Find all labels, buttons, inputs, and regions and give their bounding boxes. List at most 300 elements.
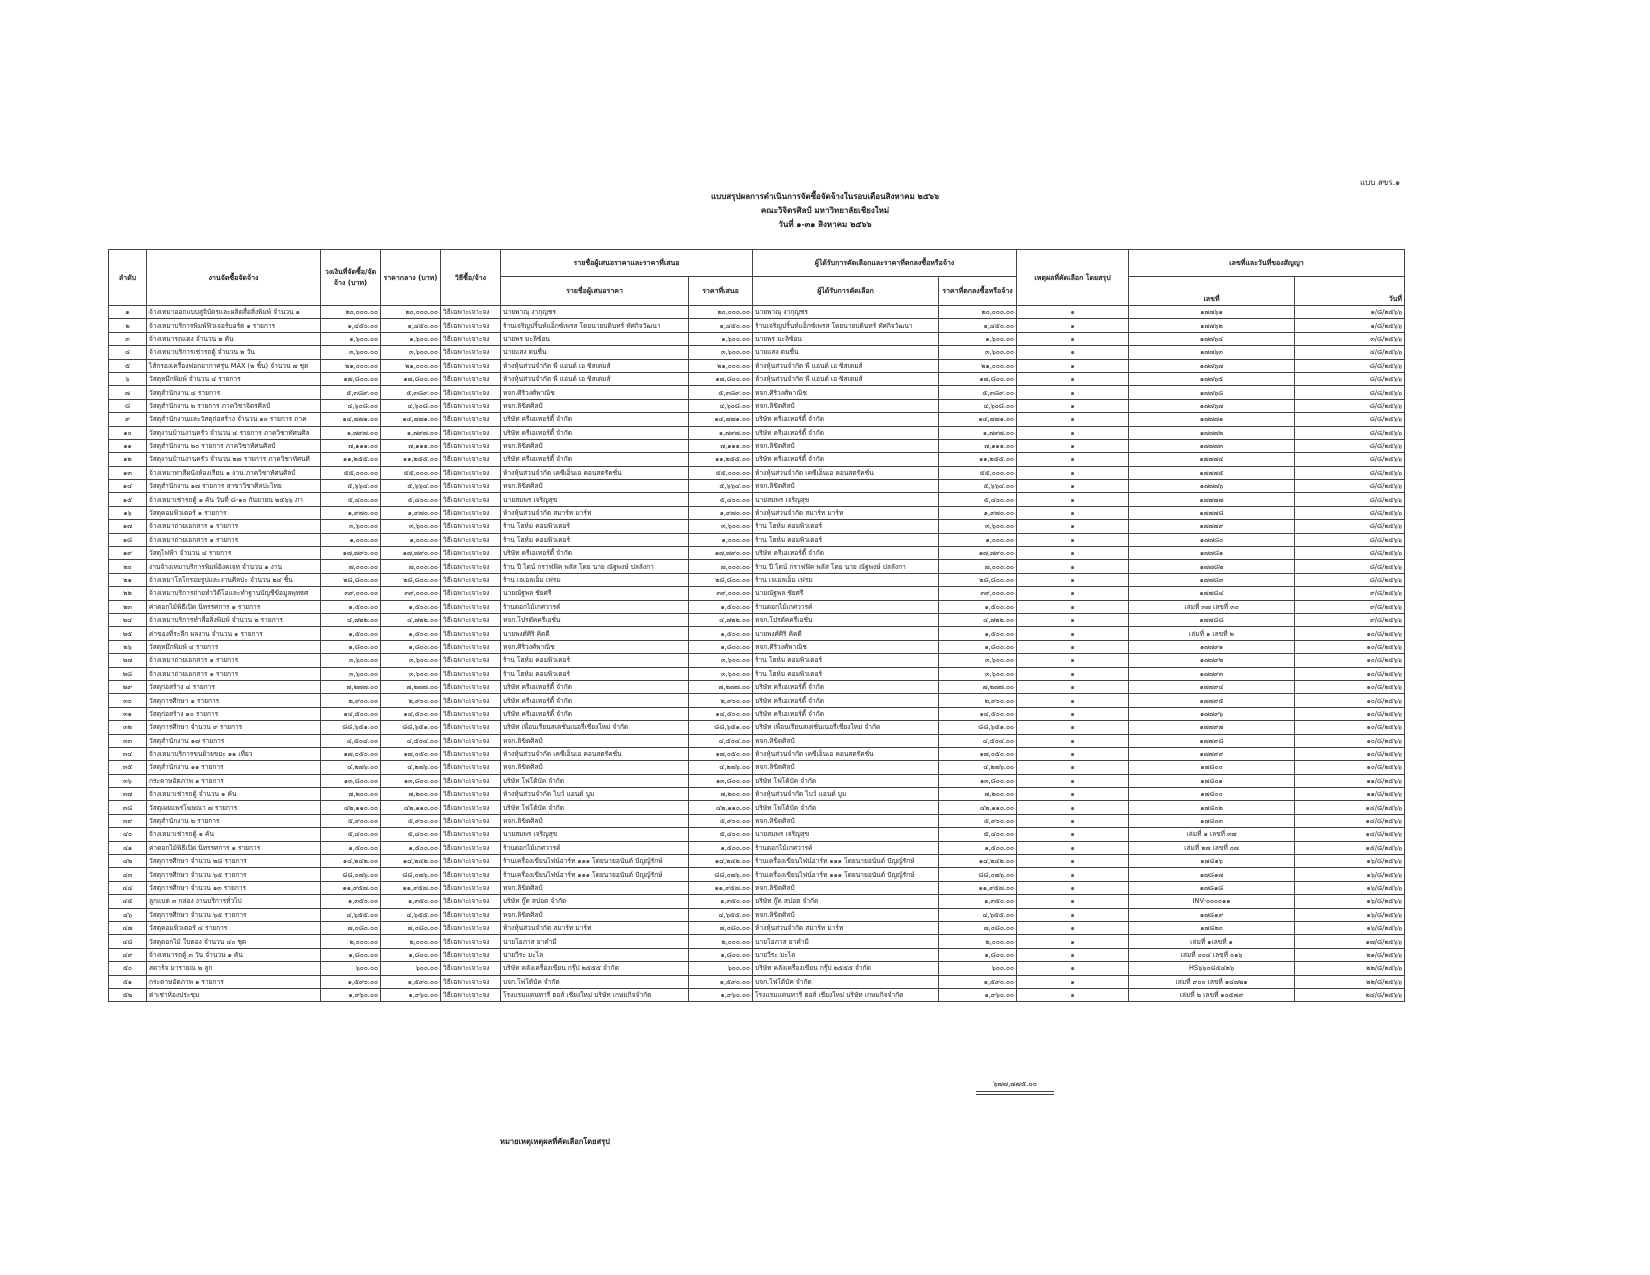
cell-median-price: ๑,๙๗๐.๐๐ [381, 506, 441, 519]
cell-reason: ๑ [1017, 707, 1129, 720]
cell-median-price: ๑๗,๗๙๐.๐๐ [381, 547, 441, 560]
cell-reason: ๑ [1017, 600, 1129, 613]
cell-median-price: ๔,๖๐๘.๐๐ [381, 399, 441, 412]
cell-budget: ๑๓,๘๐๐.๐๐ [321, 774, 381, 787]
cell-bidder-name: โรงแรมแคนทารี ฮอส์ เชียงใหม่ บริษัท เกษมกิจจำกัด [501, 988, 689, 1001]
cell-no: ๓๖ [109, 774, 147, 787]
cell-bid-price: ๒๘,๘๐๐.๐๐ [689, 573, 753, 586]
cell-median-price: ๕,๖๖๔.๐๐ [381, 480, 441, 493]
cell-bid-price: ๑๗,๐๕๐.๐๐ [689, 747, 753, 760]
cell-reason: ๑ [1017, 908, 1129, 921]
cell-agreed-price: ๑,๗๙๗.๐๐ [939, 426, 1017, 439]
cell-bidder-name: ร้าน โฮห์ม คอมพิวเตอร์ [501, 520, 689, 533]
cell-reason: ๑ [1017, 962, 1129, 975]
cell-median-price: ๘๘,๐๗๖.๐๐ [381, 868, 441, 881]
cell-contract-no: เล่มที่ ๒ เลขที่ ๑๐๕๗๙ [1129, 988, 1295, 1001]
cell-selected-name: หจก.ลิขิตศิลป์ [753, 399, 939, 412]
cell-bid-price: ๗,๒๐๐.๐๐ [689, 788, 753, 801]
cell-contract-no: ๑๗๗๗๙ [1129, 520, 1295, 533]
remark-label: หมายเหตุเหตุผลที่คัดเลือกโดยสรุป [500, 1137, 610, 1146]
cell-reason: ๑ [1017, 694, 1129, 707]
cell-contract-date: ๑๐/๘/๒๕๖๖ [1295, 747, 1405, 760]
cell-budget: ๑๗,๘๐๐.๐๐ [321, 372, 381, 385]
cell-no: ๔๘ [109, 935, 147, 948]
cell-median-price: ๒๑,๐๐๐.๐๐ [381, 359, 441, 372]
cell-contract-no: ๑๗๗๗๖ [1129, 480, 1295, 493]
cell-agreed-price: ๒,๐๐๐.๐๐ [939, 935, 1017, 948]
cell-method: วิธีเฉพาะเจาะจง [441, 573, 501, 586]
cell-bidder-name: นายสมพร เจริญสุข [501, 493, 689, 506]
cell-contract-no: ๑๗๗๖๘ [1129, 386, 1295, 399]
cell-method: วิธีเฉพาะเจาะจง [441, 721, 501, 734]
cell-budget: ๔,๖๕๕.๐๐ [321, 908, 381, 921]
cell-bid-price: ๒๐,๐๐๐.๐๐ [689, 306, 753, 319]
cell-agreed-price: ๗,๒๐๐.๐๐ [939, 788, 1017, 801]
cell-median-price: ๑,๕๙๐.๐๐ [381, 975, 441, 988]
cell-bidder-name: ห้างหุ้นส่วนจำกัด สมาร์ท มาร์ท [501, 921, 689, 934]
cell-budget: ๑,๐๐๐.๐๐ [321, 533, 381, 546]
header-contract-group: เลขที่และวันที่ของสัญญา [1129, 250, 1405, 277]
cell-budget: ๑๔,๕๐๐.๐๐ [321, 707, 381, 720]
cell-contract-date: ๑๐/๘/๒๕๖๖ [1295, 694, 1405, 707]
grand-total [976, 1079, 1054, 1095]
cell-selected-name: หจก.ลิขิตศิลป์ [753, 480, 939, 493]
cell-contract-date: ๘/๘/๒๕๖๖ [1295, 453, 1405, 466]
cell-method: วิธีเฉพาะเจาะจง [441, 480, 501, 493]
cell-agreed-price: ๓,๖๐๐.๐๐ [939, 346, 1017, 359]
cell-bid-price: ๔,๕๐๔.๐๐ [689, 734, 753, 747]
cell-contract-date: ๘/๘/๒๕๖๖ [1295, 520, 1405, 533]
cell-contract-date: ๑๖/๘/๒๕๖๖ [1295, 921, 1405, 934]
cell-budget: ๑,๓๕๐.๐๐ [321, 895, 381, 908]
cell-contract-no: ๑๗๗๙๙ [1129, 747, 1295, 760]
cell-agreed-price: ๕,๖๖๔.๐๐ [939, 480, 1017, 493]
cell-item: วัสดุงานบ้านงานครัว จำนวน ๔ รายการ ภาควิชาทัศนศิล [147, 426, 321, 439]
cell-selected-name: นายสมพร เจริญสุข [753, 828, 939, 841]
cell-no: ๑๕ [109, 493, 147, 506]
cell-median-price: ๑๔,๕๐๐.๐๐ [381, 707, 441, 720]
cell-selected-name: หจก.ลิขิตศิลป์ [753, 814, 939, 827]
cell-bidder-name: ร้านเครื่องเขียนไฟน์อาร์ท ๑๑๑ โดยนายอนันต์ ปัญญ์รักษ์ [501, 868, 689, 881]
cell-reason: ๑ [1017, 895, 1129, 908]
cell-bid-price: ๘๘,๐๗๖.๐๐ [689, 868, 753, 881]
cell-contract-date: ๙/๘/๒๕๖๖ [1295, 600, 1405, 613]
cell-bid-price: ๑,๘๐๐.๐๐ [689, 640, 753, 653]
cell-budget: ๕,๓๘๙.๐๐ [321, 386, 381, 399]
table-row [109, 868, 1405, 881]
cell-reason: ๑ [1017, 667, 1129, 680]
cell-contract-no: เล่มที่ ๑เลขที่ ๑ [1129, 935, 1295, 948]
cell-median-price: ๑,๕๐๐.๐๐ [381, 600, 441, 613]
cell-bid-price: ๑๔,๒๔๒.๐๐ [689, 855, 753, 868]
double-underline [976, 1092, 1054, 1095]
cell-method: วิธีเฉพาะเจาะจง [441, 962, 501, 975]
cell-contract-no: ๑๗๗๖๒ [1129, 319, 1295, 332]
cell-item: งานจ้างเหมาบริการพิมพ์อิงคเจท จำนวน ๑ งาน [147, 560, 321, 573]
cell-item: วัสดุดอกไม้ ใบตอง จำนวน ๔๐ ชุด [147, 935, 321, 948]
cell-agreed-price: ๘๘,๖๕๑.๐๐ [939, 721, 1017, 734]
cell-contract-date: ๘/๘/๒๕๖๖ [1295, 466, 1405, 479]
cell-median-price: ๔๒,๑๑๐.๐๐ [381, 801, 441, 814]
cell-item: จ้างเหมาบริการถ่ายทำวิดีโอและทำฐานบัญชีข้อมูลพุทธศ [147, 587, 321, 600]
cell-item: วัสดุก่อสร้าง ๔ รายการ [147, 680, 321, 693]
table-row [109, 814, 1405, 827]
cell-selected-name: ร้านดอกไม้เกศวารค์ [753, 841, 939, 854]
cell-median-price: ๒๐,๐๐๐.๐๐ [381, 306, 441, 319]
cell-agreed-price: ๗,๐๘๐.๐๐ [939, 921, 1017, 934]
cell-item: จ้างเหมาเช่ารถตู้ จำนวน ๑ คัน [147, 788, 321, 801]
cell-bidder-name: หจก.ลิขิตศิลป์ [501, 761, 689, 774]
cell-item: วัสดุการศึกษา จำนวน ๖๕ รายการ [147, 908, 321, 921]
cell-selected-name: นายพาณุ งากุญชร [753, 306, 939, 319]
table-row [109, 895, 1405, 908]
cell-item: ค่าเช่าห้องประชุม [147, 988, 321, 1001]
cell-reason: ๑ [1017, 413, 1129, 426]
table-row [109, 881, 1405, 894]
cell-budget: ๑,๙๗๐.๐๐ [321, 506, 381, 519]
cell-budget: ๒๑,๐๐๐.๐๐ [321, 359, 381, 372]
cell-contract-date: ๒๒/๘/๒๕๖๖ [1295, 962, 1405, 975]
cell-method: วิธีเฉพาะเจาะจง [441, 908, 501, 921]
table-row [109, 788, 1405, 801]
cell-median-price: ๑,๕๐๐.๐๐ [381, 627, 441, 640]
cell-budget: ๗,๒๐๐.๐๐ [321, 788, 381, 801]
cell-no: ๖ [109, 372, 147, 385]
cell-budget: ๑๗,๗๙๐.๐๐ [321, 547, 381, 560]
table-row [109, 359, 1405, 372]
cell-agreed-price: ๑,๕๐๐.๐๐ [939, 627, 1017, 640]
table-row [109, 761, 1405, 774]
cell-median-price: ๑,๖๐๐.๐๐ [381, 332, 441, 345]
cell-selected-name: หจก.ลิขิตศิลป์ [753, 908, 939, 921]
cell-item: ไส้กรองเครื่องฟอกอากาศรุ่น MAX (๒ ชิ้น) จำนวน ๗ ชุด [147, 359, 321, 372]
cell-bidder-name: หจก.ลิขิตศิลป์ [501, 908, 689, 921]
cell-selected-name: ร้าน เจเอลเอ็ม เฟรม [753, 573, 939, 586]
cell-reason: ๑ [1017, 640, 1129, 653]
header-agreed-price: ราคาที่ตกลงซื้อหรือจ้าง [939, 277, 1017, 306]
cell-agreed-price: ๑,๔๕๐.๐๐ [939, 319, 1017, 332]
table-row [109, 707, 1405, 720]
cell-contract-no: ๑๗๗๖๑ [1129, 306, 1295, 319]
cell-budget: ๓,๖๐๐.๐๐ [321, 346, 381, 359]
table-row [109, 694, 1405, 707]
cell-bidder-name: นายพงศ์ศิริ คิดดี [501, 627, 689, 640]
cell-no: ๓๘ [109, 801, 147, 814]
cell-contract-no: ๑๗๗๙๘ [1129, 734, 1295, 747]
cell-contract-no: ๑๗๘๐๐ [1129, 788, 1295, 801]
cell-agreed-price: ๑,๖๐๐.๐๐ [939, 332, 1017, 345]
table-row [109, 774, 1405, 787]
cell-no: ๔๑ [109, 841, 147, 854]
cell-bidder-name: ร้าน เจเอลเอ็ม เฟรม [501, 573, 689, 586]
cell-no: ๕๑ [109, 975, 147, 988]
cell-no: ๔๗ [109, 921, 147, 934]
cell-item: กระดาษอัดภาพ ๑ รายการ [147, 774, 321, 787]
cell-bidder-name: ร้านดอกไม้เกศวารค์ [501, 841, 689, 854]
cell-item: จ้างเหมาออกแบบสูจิบัตรและผลิตสื่อสิ่งพิมพ์ จำนวน ๑ [147, 306, 321, 319]
cell-median-price: ๓,๖๐๐.๐๐ [381, 346, 441, 359]
cell-median-price: ๗,๒๗๗.๐๐ [381, 680, 441, 693]
cell-median-price: ๑,๘๐๐.๐๐ [381, 948, 441, 961]
cell-bidder-name: บริษัท คลังเครื่องเขียน กรุ๊ป ๒๕๕๕ จำกัด [501, 962, 689, 975]
cell-item: วัสดุการศึกษา จำนวน ๒๘ รายการ [147, 855, 321, 868]
cell-reason: ๑ [1017, 386, 1129, 399]
cell-no: ๓๗ [109, 788, 147, 801]
cell-contract-date: ๘/๘/๒๕๖๖ [1295, 493, 1405, 506]
cell-median-price: ๔,๒๗๖.๐๐ [381, 761, 441, 774]
cell-contract-no: ๑๗๗๙๗ [1129, 721, 1295, 734]
cell-agreed-price: ๑๗,๐๕๐.๐๐ [939, 747, 1017, 760]
cell-no: ๒๔ [109, 613, 147, 626]
cell-contract-no: ๑๗๗๖๕ [1129, 372, 1295, 385]
cell-reason: ๑ [1017, 319, 1129, 332]
cell-agreed-price: ๑,๘๐๐.๐๐ [939, 948, 1017, 961]
cell-no: ๒๗ [109, 654, 147, 667]
cell-reason: ๑ [1017, 948, 1129, 961]
cell-item: จ้างเหมาเช่ารถตู้ ๑ คัน วันที่ ๘-๑๐ กันยายน ๒๕๖๖ ภา [147, 493, 321, 506]
cell-contract-date: ๑๑/๘/๒๕๖๖ [1295, 788, 1405, 801]
cell-contract-no: ๑๗๗๘๒ [1129, 560, 1295, 573]
cell-bid-price: ๓,๖๐๐.๐๐ [689, 520, 753, 533]
cell-agreed-price: ๑๑,๒๕๕.๐๐ [939, 453, 1017, 466]
cell-contract-no: ๑๗๗๘๔ [1129, 587, 1295, 600]
cell-budget: ๕,๙๐๐.๐๐ [321, 814, 381, 827]
cell-method: วิธีเฉพาะเจาะจง [441, 493, 501, 506]
cell-contract-date: ๑๐/๘/๒๕๖๖ [1295, 734, 1405, 747]
cell-bidder-name: บริษัท โฟโต้บัค จำกัด [501, 774, 689, 787]
cell-selected-name: บริษัท ครีเอเทอร์ดี้ จำกัด [753, 707, 939, 720]
header-median-price: ราคากลาง (บาท) [381, 250, 441, 306]
cell-selected-name: ห้างหุ้นส่วนจำกัด เคซีเอ็นเอ คอนสตรัคชั่น [753, 466, 939, 479]
cell-selected-name: ร้าน โฮห์ม คอมพิวเตอร์ [753, 667, 939, 680]
table-row [109, 988, 1405, 1001]
cell-budget: ๗,๒๗๗.๐๐ [321, 680, 381, 693]
cell-contract-date: ๑๗/๘/๒๕๖๖ [1295, 935, 1405, 948]
cell-method: วิธีเฉพาะเจาะจง [441, 801, 501, 814]
cell-budget: ๑,๕๐๐.๐๐ [321, 600, 381, 613]
cell-contract-date: ๑๖/๘/๒๕๖๖ [1295, 881, 1405, 894]
cell-selected-name: นายโอภาส ยาคำมี [753, 935, 939, 948]
table-row [109, 841, 1405, 854]
cell-item: ค่าดอกไม้พิธีเปิด นิทรรศการ ๑ รายการ [147, 841, 321, 854]
cell-no: ๑๒ [109, 453, 147, 466]
cell-selected-name: นายสมพร เจริญสุข [753, 493, 939, 506]
cell-median-price: ๑,๗๙๗.๐๐ [381, 426, 441, 439]
cell-agreed-price: ๗,๑๑๑.๐๐ [939, 439, 1017, 452]
table-row [109, 600, 1405, 613]
cell-item: วัสดุไฟฟ้า จำนวน ๔ รายการ [147, 547, 321, 560]
cell-reason: ๑ [1017, 988, 1129, 1001]
cell-bid-price: ๑,๕๐๐.๐๐ [689, 627, 753, 640]
cell-bid-price: ๕,๔๐๐.๐๐ [689, 828, 753, 841]
cell-contract-date: ๑๔/๘/๒๕๖๖ [1295, 801, 1405, 814]
cell-contract-date: ๑๑/๘/๒๕๖๖ [1295, 774, 1405, 787]
cell-reason: ๑ [1017, 332, 1129, 345]
cell-selected-name: บริษัท คลังเครื่องเขียน กรุ๊ป ๒๕๕๕ จำกัด [753, 962, 939, 975]
cell-median-price: ๑,๐๐๐.๐๐ [381, 533, 441, 546]
cell-method: วิธีเฉพาะเจาะจง [441, 372, 501, 385]
cell-contract-no: ๑๗๗๖๔ [1129, 332, 1295, 345]
cell-item: จ้างเหมาบริการเช่ารถตู้ จำนวน ๒ วัน [147, 346, 321, 359]
cell-budget: ๑๔,๗๗๑.๐๐ [321, 413, 381, 426]
cell-item: วัสดุการศึกษา ๑ รายการ [147, 694, 321, 707]
table-row [109, 962, 1405, 975]
cell-contract-date: ๘/๘/๒๕๖๖ [1295, 386, 1405, 399]
cell-bid-price: ๓,๖๐๐.๐๐ [689, 654, 753, 667]
cell-bidder-name: ห้างหุ้นส่วนจำกัด เคซีเอ็นเอ คอนสตรัคชั่น [501, 466, 689, 479]
cell-bid-price: ๑๔,๗๗๑.๐๐ [689, 413, 753, 426]
cell-reason: ๑ [1017, 921, 1129, 934]
cell-no: ๑๙ [109, 547, 147, 560]
table-row [109, 667, 1405, 680]
cell-contract-no: ๑๗๘๑๖ [1129, 855, 1295, 868]
cell-budget: ๑,๕๙๐.๐๐ [321, 975, 381, 988]
cell-budget: ๔,๕๐๔.๐๐ [321, 734, 381, 747]
cell-contract-date: ๑๐/๘/๒๕๖๖ [1295, 627, 1405, 640]
cell-method: วิธีเฉพาะเจาะจง [441, 868, 501, 881]
table-row [109, 613, 1405, 626]
cell-bidder-name: นายสมพร เจริญสุข [501, 828, 689, 841]
cell-contract-date: ๘/๘/๒๕๖๖ [1295, 480, 1405, 493]
cell-no: ๕ [109, 359, 147, 372]
cell-selected-name: นายแสง ตนชื่น [753, 346, 939, 359]
cell-bid-price: ๕,๖๖๔.๐๐ [689, 480, 753, 493]
cell-item: วัสดุการศึกษา จำนวน ๑๓ รายการ [147, 881, 321, 894]
cell-bid-price: ๑,๓๕๐.๐๐ [689, 895, 753, 908]
cell-agreed-price: ๑๓,๘๐๐.๐๐ [939, 774, 1017, 787]
cell-budget: ๒๘,๘๐๐.๐๐ [321, 573, 381, 586]
cell-budget: ๔,๒๗๖.๐๐ [321, 761, 381, 774]
cell-selected-name: นายพงศ์ศิริ คิดดี [753, 627, 939, 640]
cell-method: วิธีเฉพาะเจาะจง [441, 734, 501, 747]
cell-selected-name: บริษัท เพื่อนเรียนสเตชั่นเนอรี่เชียงใหม่ จำกัด [753, 721, 939, 734]
cell-method: วิธีเฉพาะเจาะจง [441, 694, 501, 707]
cell-budget: ๗,๐๘๐.๐๐ [321, 921, 381, 934]
cell-reason: ๑ [1017, 359, 1129, 372]
cell-item: วัสดุสำนักงานและวัสดุก่อสร้าง จำนวน ๑๐ รายการ ภาค [147, 413, 321, 426]
cell-no: ๑๔ [109, 480, 147, 493]
table-row [109, 520, 1405, 533]
cell-selected-name: หจก.ลิขิตศิลป์ [753, 881, 939, 894]
cell-reason: ๑ [1017, 721, 1129, 734]
cell-bidder-name: บริษัท โฟโต้บัค จำกัด [501, 801, 689, 814]
cell-budget: ๓,๖๐๐.๐๐ [321, 667, 381, 680]
cell-budget: ๑,๕๐๐.๐๐ [321, 627, 381, 640]
cell-contract-date: ๘/๘/๒๕๖๖ [1295, 359, 1405, 372]
cell-bid-price: ๑,๐๐๐.๐๐ [689, 533, 753, 546]
cell-budget: ๑,๕๐๐.๐๐ [321, 841, 381, 854]
cell-bid-price: ๔,๖๕๕.๐๐ [689, 908, 753, 921]
cell-contract-no: เล่มที่ ๙๐๐ เลขที่ ๑๔๗๒๑ [1129, 975, 1295, 988]
cell-agreed-price: ๕,๔๐๐.๐๐ [939, 828, 1017, 841]
cell-median-price: ๑๔,๒๔๒.๐๐ [381, 855, 441, 868]
table-header [109, 250, 1405, 306]
cell-reason: ๑ [1017, 841, 1129, 854]
table-row [109, 319, 1405, 332]
table-row [109, 640, 1405, 653]
cell-budget: ๕,๔๐๐.๐๐ [321, 828, 381, 841]
cell-bid-price: ๒,๙๐๐.๐๐ [689, 694, 753, 707]
header-bid-price: ราคาที่เสนอ [689, 277, 753, 306]
cell-contract-date: ๑๐/๘/๒๕๖๖ [1295, 654, 1405, 667]
cell-method: วิธีเฉพาะเจาะจง [441, 680, 501, 693]
cell-bidder-name: หจก.ลิขิตศิลป์ [501, 814, 689, 827]
cell-agreed-price: ๗,๒๗๗.๐๐ [939, 680, 1017, 693]
cell-selected-name: บริษัท ครีเอเทอร์ดี้ จำกัด [753, 426, 939, 439]
cell-contract-date: ๘/๘/๒๕๖๖ [1295, 573, 1405, 586]
cell-reason: ๑ [1017, 399, 1129, 412]
cell-method: วิธีเฉพาะเจาะจง [441, 359, 501, 372]
cell-item: วัสดุงานบ้านงานครัว จำนวน ๒๗ รายการ ภาควิชาทัศนศิ [147, 453, 321, 466]
cell-contract-no: ๑๗๗๘๘ [1129, 613, 1295, 626]
header-contract-no: เลขที่ [1129, 277, 1295, 306]
cell-bid-price: ๑,๗๙๗.๐๐ [689, 426, 753, 439]
cell-contract-date: ๒๒/๘/๒๕๖๖ [1295, 975, 1405, 988]
document-title-block [0, 190, 1650, 232]
cell-bidder-name: ร้าน โฮห์ม คอมพิวเตอร์ [501, 533, 689, 546]
cell-agreed-price: ๑,๓๕๐.๐๐ [939, 895, 1017, 908]
cell-bid-price: ๕,๔๐๐.๐๐ [689, 493, 753, 506]
cell-contract-date: ๑๐/๘/๒๕๖๖ [1295, 761, 1405, 774]
header-selected-name: ผู้ได้รับการคัดเลือก [753, 277, 939, 306]
cell-selected-name: ห้างหุ้นส่วนจำกัด พี แอนด์ เอ ซิสเตมส์ [753, 359, 939, 372]
cell-contract-date: ๘/๘/๒๕๖๖ [1295, 547, 1405, 560]
cell-bid-price: ๑,๕๐๐.๐๐ [689, 600, 753, 613]
cell-reason: ๑ [1017, 654, 1129, 667]
cell-agreed-price: ๑๔,๗๗๑.๐๐ [939, 413, 1017, 426]
cell-reason: ๑ [1017, 801, 1129, 814]
cell-bid-price: ๓๙,๐๐๐.๐๐ [689, 587, 753, 600]
cell-selected-name: ห้างหุ้นส่วนจำกัด พี แอนด์ เอ ซิสเตมส์ [753, 372, 939, 385]
cell-contract-no: เล่มที่ ๐๐๔ เลขที่ ๐๑๖ [1129, 948, 1295, 961]
table-row [109, 654, 1405, 667]
header-selected-group: ผู้ได้รับการคัดเลือกและราคาที่ตกลงซื้อหรือจ้าง [753, 250, 1017, 277]
cell-method: วิธีเฉพาะเจาะจง [441, 975, 501, 988]
cell-bid-price: ๑๗,๘๐๐.๐๐ [689, 372, 753, 385]
cell-bidder-name: บจก.โฟโต้บัค จำกัด [501, 975, 689, 988]
cell-item: จ้างเหมาบริการพิมพ์ฟิวเจอร์บอร์ด ๑ รายการ [147, 319, 321, 332]
cell-contract-no: ๑๗๗๗๔ [1129, 453, 1295, 466]
cell-contract-date: ๒๑/๘/๒๕๖๖ [1295, 948, 1405, 961]
cell-reason: ๑ [1017, 613, 1129, 626]
cell-selected-name: ร้านเครื่องเขียนไฟน์อาร์ท ๑๑๑ โดยนายอนันต์ ปัญญ์รักษ์ [753, 868, 939, 881]
cell-contract-no: ๑๗๗๙๖ [1129, 707, 1295, 720]
cell-no: ๕๐ [109, 962, 147, 975]
cell-item: วัสดุการศึกษา จำนวน ๙ รายการ [147, 721, 321, 734]
cell-reason: ๑ [1017, 372, 1129, 385]
cell-no: ๑ [109, 306, 147, 319]
cell-bidder-name: ห้างหุ้นส่วนจำกัด พี แอนด์ เอ ซิสเตมส์ [501, 359, 689, 372]
document-subtitle-faculty: คณะวิจิตรศิลป์ มหาวิทยาลัยเชียงใหม่ [760, 206, 890, 215]
cell-contract-no: เล่มที่ ๑ เลขที่ ๒ [1129, 627, 1295, 640]
cell-selected-name: ห้างหุ้นส่วนจำกัด เคซีเอ็นเอ คอนสตรัคชั่น [753, 747, 939, 760]
cell-method: วิธีเฉพาะเจาะจง [441, 640, 501, 653]
cell-no: ๔ [109, 346, 147, 359]
cell-method: วิธีเฉพาะเจาะจง [441, 841, 501, 854]
cell-reason: ๑ [1017, 975, 1129, 988]
cell-contract-date: ๘/๘/๒๕๖๖ [1295, 533, 1405, 546]
cell-bid-price: ๕,๓๘๙.๐๐ [689, 386, 753, 399]
cell-bid-price: ๓,๖๐๐.๐๐ [689, 667, 753, 680]
cell-bidder-name: หจก.โปรดัคครีเอชั่น [501, 613, 689, 626]
cell-contract-no: INV-๐๐๐๐๑๑ [1129, 895, 1295, 908]
cell-budget: ๑,๔๕๐.๐๐ [321, 319, 381, 332]
cell-agreed-price: ๒๐,๐๐๐.๐๐ [939, 306, 1017, 319]
table-row [109, 547, 1405, 560]
cell-item: จ้างเหมาเช่ารถตู้ ๑ คัน [147, 828, 321, 841]
cell-agreed-price: ๒,๙๐๐.๐๐ [939, 694, 1017, 707]
header-no: ลำดับ [109, 250, 147, 306]
